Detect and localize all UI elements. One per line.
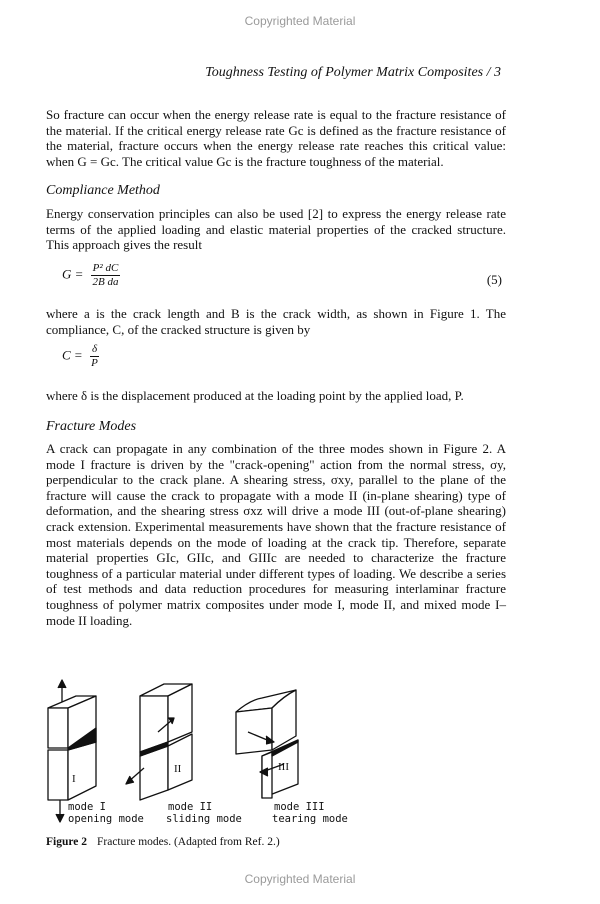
mode-i-block-label: I bbox=[72, 773, 76, 785]
running-head: Toughness Testing of Polymer Matrix Composites / 3 bbox=[205, 65, 501, 80]
mode-ii-block-label: II bbox=[174, 763, 182, 775]
mode-iii-name: mode III bbox=[274, 801, 325, 813]
figure-caption-label: Figure 2 bbox=[46, 836, 87, 848]
figure-caption bbox=[46, 836, 280, 848]
equation-5 bbox=[62, 262, 120, 289]
equation-5-number: (5) bbox=[486, 272, 502, 287]
equation-compliance-numerator: δ bbox=[91, 343, 98, 355]
paragraph-fracture-condition: So fracture can occur when the energy release rate is equal to the fracture resistance of the material. If the critical energy release rate Gc is defined as the fracture resistance of the material, fracture occurs when the energy release rate reaches this critical value: when G = Gc. The critical value Gc is the fracture toughness of the material. bbox=[46, 107, 506, 169]
paragraph-displacement: where δ is the displacement produced at the loading point by the applied load, P. bbox=[46, 388, 464, 403]
mode-iii-description: tearing mode bbox=[272, 813, 348, 825]
section-title-compliance-method: Compliance Method bbox=[46, 183, 160, 198]
mode-iii-block-label: III bbox=[278, 761, 289, 773]
mode-ii-name: mode II bbox=[168, 801, 213, 813]
equation-5-numerator: P² dC bbox=[92, 262, 119, 274]
equation-compliance bbox=[62, 343, 99, 370]
paragraph-crack-length: where a is the crack length and B is the crack width, as shown in Figure 1. The compliance, C, of the cracked structure is given by bbox=[46, 306, 506, 337]
equation-compliance-denominator: P bbox=[91, 357, 98, 369]
mode-i-name: mode I bbox=[68, 801, 106, 813]
equation-5-lhs: G = bbox=[62, 266, 84, 282]
equation-compliance-fraction bbox=[90, 343, 99, 370]
equation-5-denominator: 2B da bbox=[92, 276, 119, 288]
paragraph-fracture-modes: A crack can propagate in any combination of the three modes shown in Figure 2. A mode I fracture is driven by the "crack-opening" action from the normal stress, σy, perpendicular to the crack plane. A shearing stress, σxy, parallel to the plane of the fracture will cause the crack to propagate with a mode II (in-plane shearing) type of deformation, and the shearing stress σxz will drive a mode III (out-of-plane shearing) crack extension. Experimental measurements have shown that the fracture resistance of most materials depends on the mode of loading at the crack tip. Therefore, separate material properties GIc, GIIc, and GIIIc are needed to characterize the fracture toughness of a particular material under different types of loading. We describe a series of test methods and data reduction procedures for measuring interlaminar fracture toughness of polymer matrix composites under mode I, mode II, and mixed mode I–mode II loading. bbox=[46, 441, 506, 628]
mode-ii-block bbox=[126, 684, 192, 800]
mode-ii-description: sliding mode bbox=[166, 813, 242, 825]
mode-iii-block bbox=[236, 690, 298, 798]
equation-compliance-lhs: C = bbox=[62, 347, 83, 363]
mode-i-description: opening mode bbox=[68, 813, 144, 825]
figure-caption-text: Fracture modes. (Adapted from Ref. 2.) bbox=[97, 836, 280, 848]
copyright-watermark-bottom: Copyrighted Material bbox=[244, 872, 356, 886]
copyright-watermark-top: Copyrighted Material bbox=[244, 14, 356, 28]
section-title-fracture-modes: Fracture Modes bbox=[46, 419, 137, 434]
paragraph-energy-conservation: Energy conservation principles can also be used [2] to express the energy release rate terms of the applied loading and elastic material properties of the cracked structure. This approach gives the result bbox=[46, 206, 506, 253]
equation-5-fraction bbox=[91, 262, 121, 289]
